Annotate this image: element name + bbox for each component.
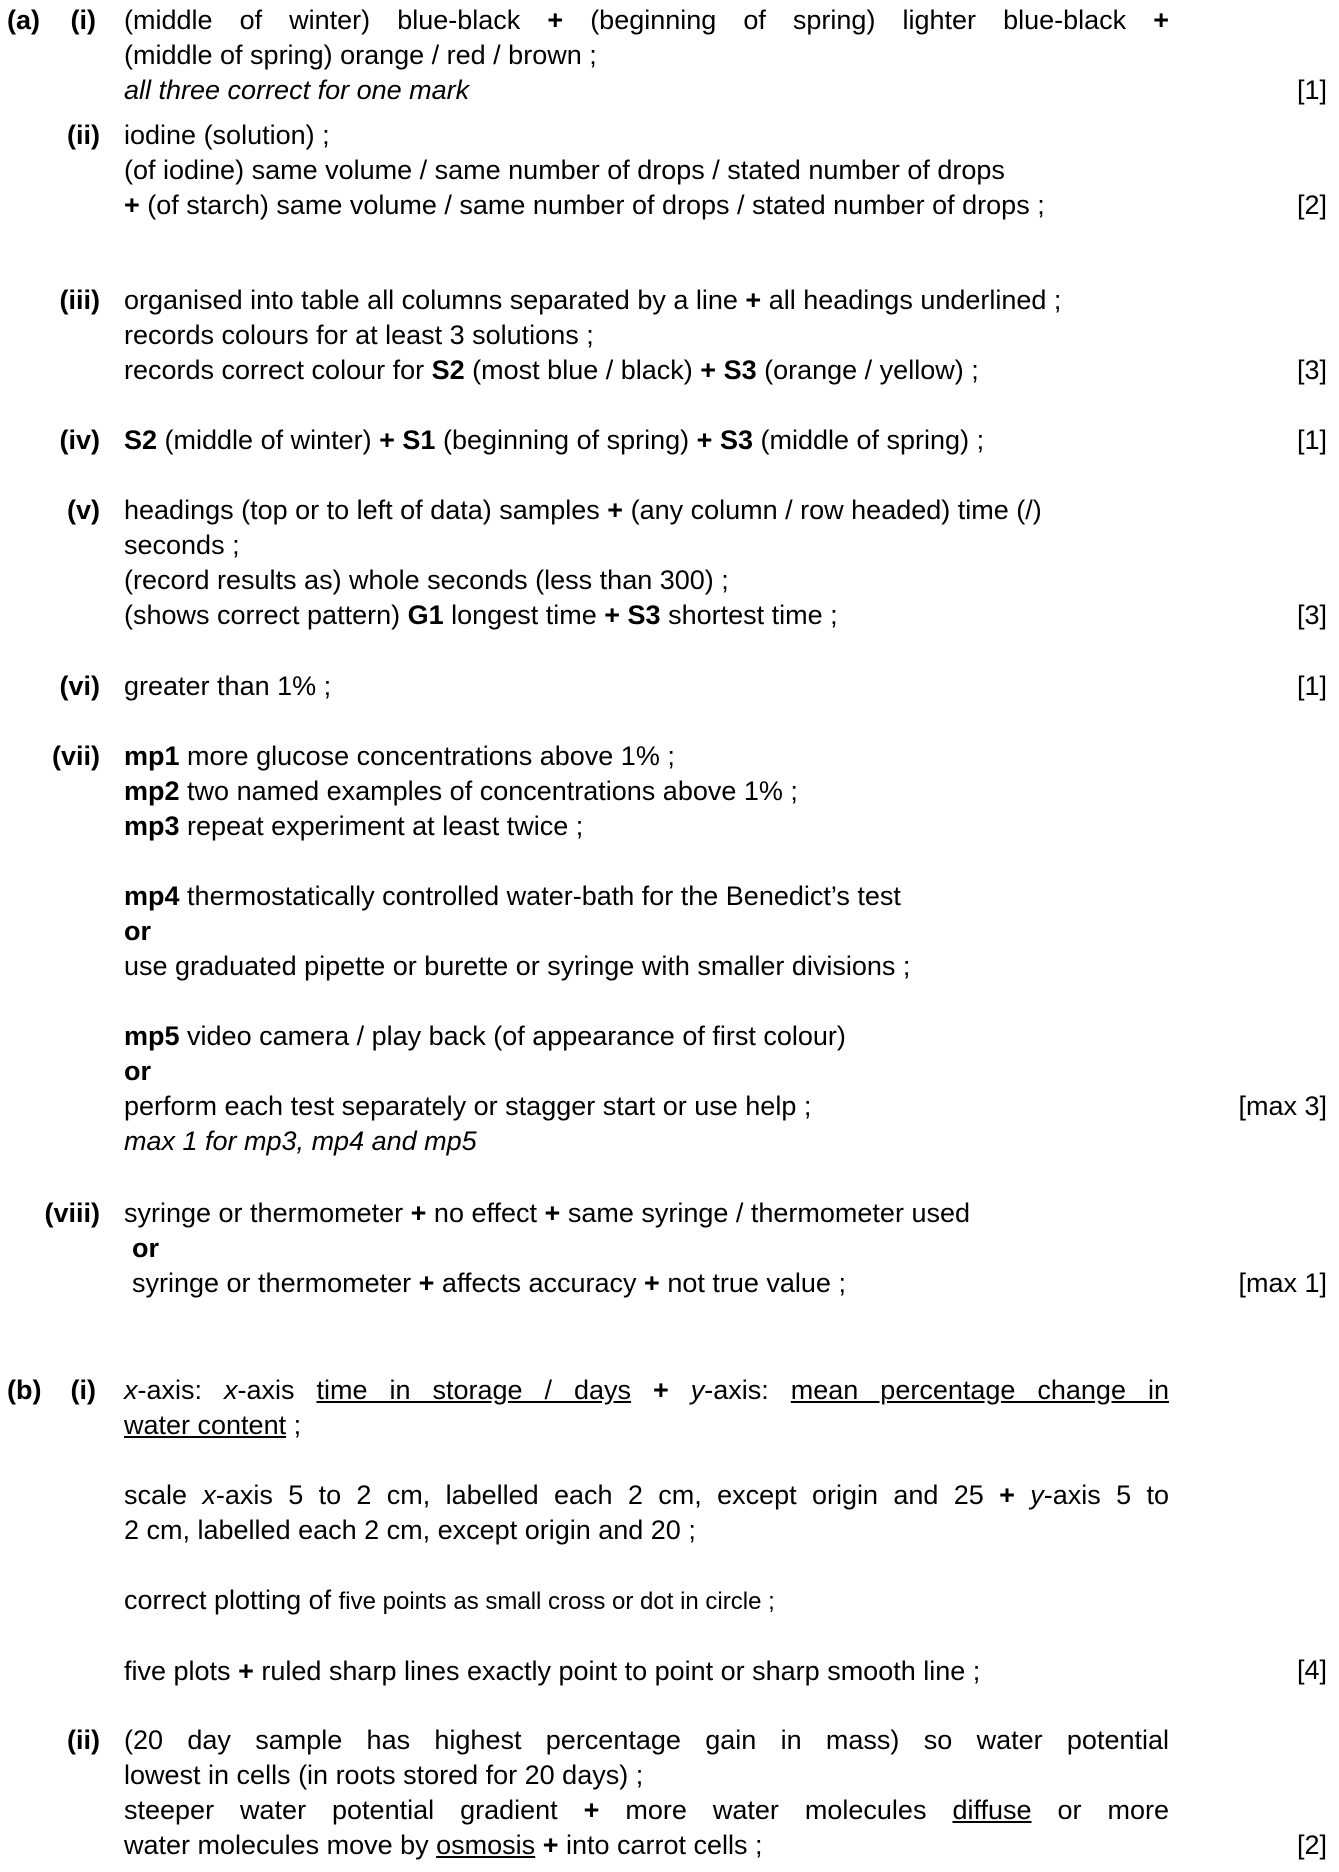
part-label-b: (b) [7,1375,42,1405]
subpart-label-vi: (vi) [59,671,100,701]
answer-line: correct plotting of five points as small cross or dot in circle ; [124,1585,775,1615]
answer-line: (middle of winter) blue-black + (beginning of spring) lighter blue-black + [124,5,1169,35]
mark-allocation: [3] [1296,600,1327,630]
answer-line: seconds ; [124,530,240,560]
or-label: or [124,916,151,946]
mark-allocation: [4] [1296,1655,1327,1685]
answer-line: + (of starch) same volume / same number of drops / stated number of drops ; [124,190,1045,220]
answer-line: use graduated pipette or burette or syringe with smaller divisions ; [124,951,911,981]
answer-line: syringe or thermometer + affects accuracy + not true value ; [132,1268,846,1298]
subpart-label-vii: (vii) [51,741,100,771]
mark-allocation: [2] [1296,190,1327,220]
answer-line: five plots + ruled sharp lines exactly point to point or sharp smooth line ; [124,1656,981,1686]
answer-line: iodine (solution) ; [124,120,330,150]
marking-point: mp3 repeat experiment at least twice ; [124,811,584,841]
subpart-label-ii: (ii) [67,1725,100,1755]
answer-line: water molecules move by osmosis + into carrot cells ; [124,1830,763,1860]
answer-line: (of iodine) same volume / same number of drops / stated number of drops [124,155,1005,185]
answer-text [124,423,1169,458]
mark-allocation: [max 3] [1238,1091,1327,1121]
answer-line: lowest in cells (in roots stored for 20 days) ; [124,1760,644,1790]
answer-line: records colours for at least 3 solutions ; [124,320,594,350]
answer-line: S2 (middle of winter) + S1 (beginning of spring) + S3 (middle of spring) ; [124,425,985,455]
mark-allocation: [1] [1296,75,1327,105]
subpart-label-viii: (viii) [44,1198,100,1228]
answer-line: headings (top or to left of data) samples + (any column / row headed) time (/) [124,495,1042,525]
marking-point: mp4 thermostatically controlled water-bath for the Benedict’s test [124,881,901,911]
answer-line: records correct colour for S2 (most blue / black) + S3 (orange / yellow) ; [124,355,979,385]
answer-text [124,118,1169,223]
answer-line: greater than 1% ; [124,671,332,701]
guidance-note: all three correct for one mark [124,75,470,105]
or-label: or [132,1233,159,1263]
answer-line: x-axis: x-axis time in storage / days + y-axis: mean percentage change in [124,1375,1169,1405]
mark-allocation: [3] [1296,355,1327,385]
answer-text [124,1373,1169,1689]
subpart-label-i: (i) [70,5,96,35]
mark-allocation: [2] [1296,1830,1327,1860]
subpart-label-iv: (iv) [59,425,100,455]
answer-text [124,669,1169,704]
answer-text [124,3,1169,108]
answer-text [124,283,1169,388]
answer-line: (record results as) whole seconds (less than 300) ; [124,565,729,595]
answer-line: syringe or thermometer + no effect + same syringe / thermometer used [124,1198,970,1228]
mark-allocation: [1] [1296,425,1327,455]
answer-text [124,1723,1169,1863]
guidance-note: max 1 for mp3, mp4 and mp5 [124,1126,477,1156]
subpart-label-v: (v) [67,495,100,525]
subpart-label-i: (i) [70,1375,96,1405]
answer-line: organised into table all columns separated by a line + all headings underlined ; [124,285,1062,315]
answer-line: (20 day sample has highest percentage gain in mass) so water potential [124,1725,1169,1755]
answer-text [124,493,1169,633]
answer-line: (shows correct pattern) G1 longest time + S3 shortest time ; [124,600,838,630]
part-label-a: (a) [7,5,40,35]
answer-text [124,1196,1169,1301]
marking-point: mp2 two named examples of concentrations above 1% ; [124,776,798,806]
subpart-label-ii: (ii) [67,120,100,150]
marking-point: mp5 video camera / play back (of appearance of first colour) [124,1021,846,1051]
subpart-label-iii: (iii) [59,285,100,315]
answer-line: perform each test separately or stagger start or use help ; [124,1091,812,1121]
answer-line: scale x-axis 5 to 2 cm, labelled each 2 cm, except origin and 25 + y-axis 5 to [124,1480,1169,1510]
answer-line: 2 cm, labelled each 2 cm, except origin and 20 ; [124,1515,696,1545]
answer-line: steeper water potential gradient + more water molecules diffuse or more [124,1795,1169,1825]
answer-text [124,739,1169,1159]
marking-point: mp1 more glucose concentrations above 1% ; [124,741,675,771]
mark-allocation: [max 1] [1238,1268,1327,1298]
mark-allocation: [1] [1296,671,1327,701]
answer-line: water content ; [124,1410,302,1440]
or-label: or [124,1056,151,1086]
answer-line: (middle of spring) orange / red / brown ; [124,40,597,70]
